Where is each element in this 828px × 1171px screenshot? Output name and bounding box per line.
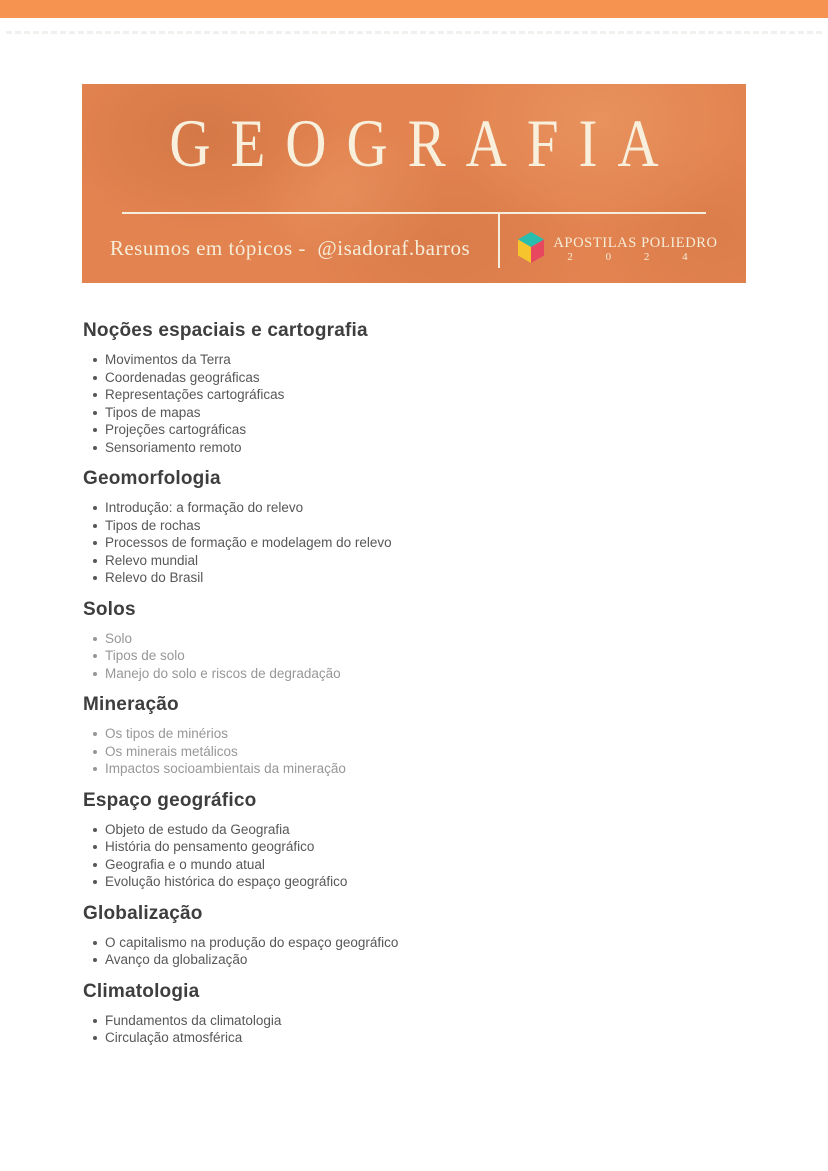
topic-item: Tipos de rochas (93, 517, 703, 535)
section-items (83, 1012, 703, 1047)
section-heading: Climatologia (83, 980, 200, 1002)
topic-item: Manejo do solo e riscos de degradação (93, 665, 703, 683)
topic-item: Projeções cartográficas (93, 421, 703, 439)
topic-item: Tipos de solo (93, 647, 703, 665)
section-items (83, 499, 703, 587)
topic-item: Movimentos da Terra (93, 351, 703, 369)
topic-item: Objeto de estudo da Geografia (93, 821, 703, 839)
topic-section (83, 903, 703, 969)
section-items (83, 934, 703, 969)
poliedro-cube-icon (518, 232, 544, 263)
section-heading: Mineração (83, 694, 179, 715)
topic-item: Relevo do Brasil (93, 569, 703, 587)
section-heading: Espaço geográfico (83, 789, 257, 811)
top-accent-bar (0, 0, 828, 18)
logo-text (553, 235, 717, 263)
topic-item: Representações cartográficas (93, 386, 703, 404)
topic-item: Os tipos de minérios (93, 725, 703, 743)
section-items (83, 821, 703, 891)
topic-item: História do pensamento geográfico (93, 838, 703, 856)
topic-item: Coordenadas geográficas (93, 369, 703, 387)
cover-banner (82, 84, 746, 283)
banner-subtitle: Resumos em tópicos - @isadoraf.barros (109, 236, 471, 260)
topic-item: Relevo mundial (93, 552, 703, 570)
section-heading: Globalização (83, 902, 203, 924)
topic-item: Introdução: a formação do relevo (93, 499, 703, 517)
topic-item: Fundamentos da climatologia (93, 1012, 703, 1030)
topic-section (83, 599, 703, 683)
topic-item: Evolução histórica do espaço geográfico (93, 873, 703, 891)
topics-list (83, 320, 703, 1059)
topic-item: Os minerais metálicos (93, 743, 703, 761)
topic-item: Tipos de mapas (93, 404, 703, 422)
section-heading: Noções espaciais e cartografia (83, 320, 368, 341)
topic-item: O capitalismo na produção do espaço geográfico (93, 934, 703, 952)
topic-section (83, 790, 703, 891)
topic-section (83, 694, 703, 778)
publisher-logo (498, 234, 746, 263)
perforation-divider (6, 31, 822, 34)
topic-section (83, 468, 703, 587)
topic-section (83, 320, 703, 456)
section-items (83, 725, 703, 778)
logo-wordmark: APOSTILAS POLIEDRO (553, 234, 718, 251)
topic-section (83, 981, 703, 1047)
topic-item: Circulação atmosférica (93, 1029, 703, 1047)
page-title: GEOGRAFIA (169, 107, 679, 182)
topic-item: Processos de formação e modelagem do relevo (93, 534, 703, 552)
subtitle-wrap (82, 236, 498, 261)
topic-item: Sensoriamento remoto (93, 439, 703, 457)
logo-year: 2 0 2 4 (567, 250, 688, 263)
section-items (83, 351, 703, 456)
section-heading: Geomorfologia (83, 468, 221, 489)
topic-item: Solo (93, 630, 703, 648)
section-items (83, 630, 703, 683)
topic-item: Geografia e o mundo atual (93, 856, 703, 874)
topic-item: Impactos socioambientais da mineração (93, 760, 703, 778)
topic-item: Avanço da globalização (93, 951, 703, 969)
section-heading: Solos (83, 598, 136, 620)
banner-bottom-row (82, 214, 746, 283)
